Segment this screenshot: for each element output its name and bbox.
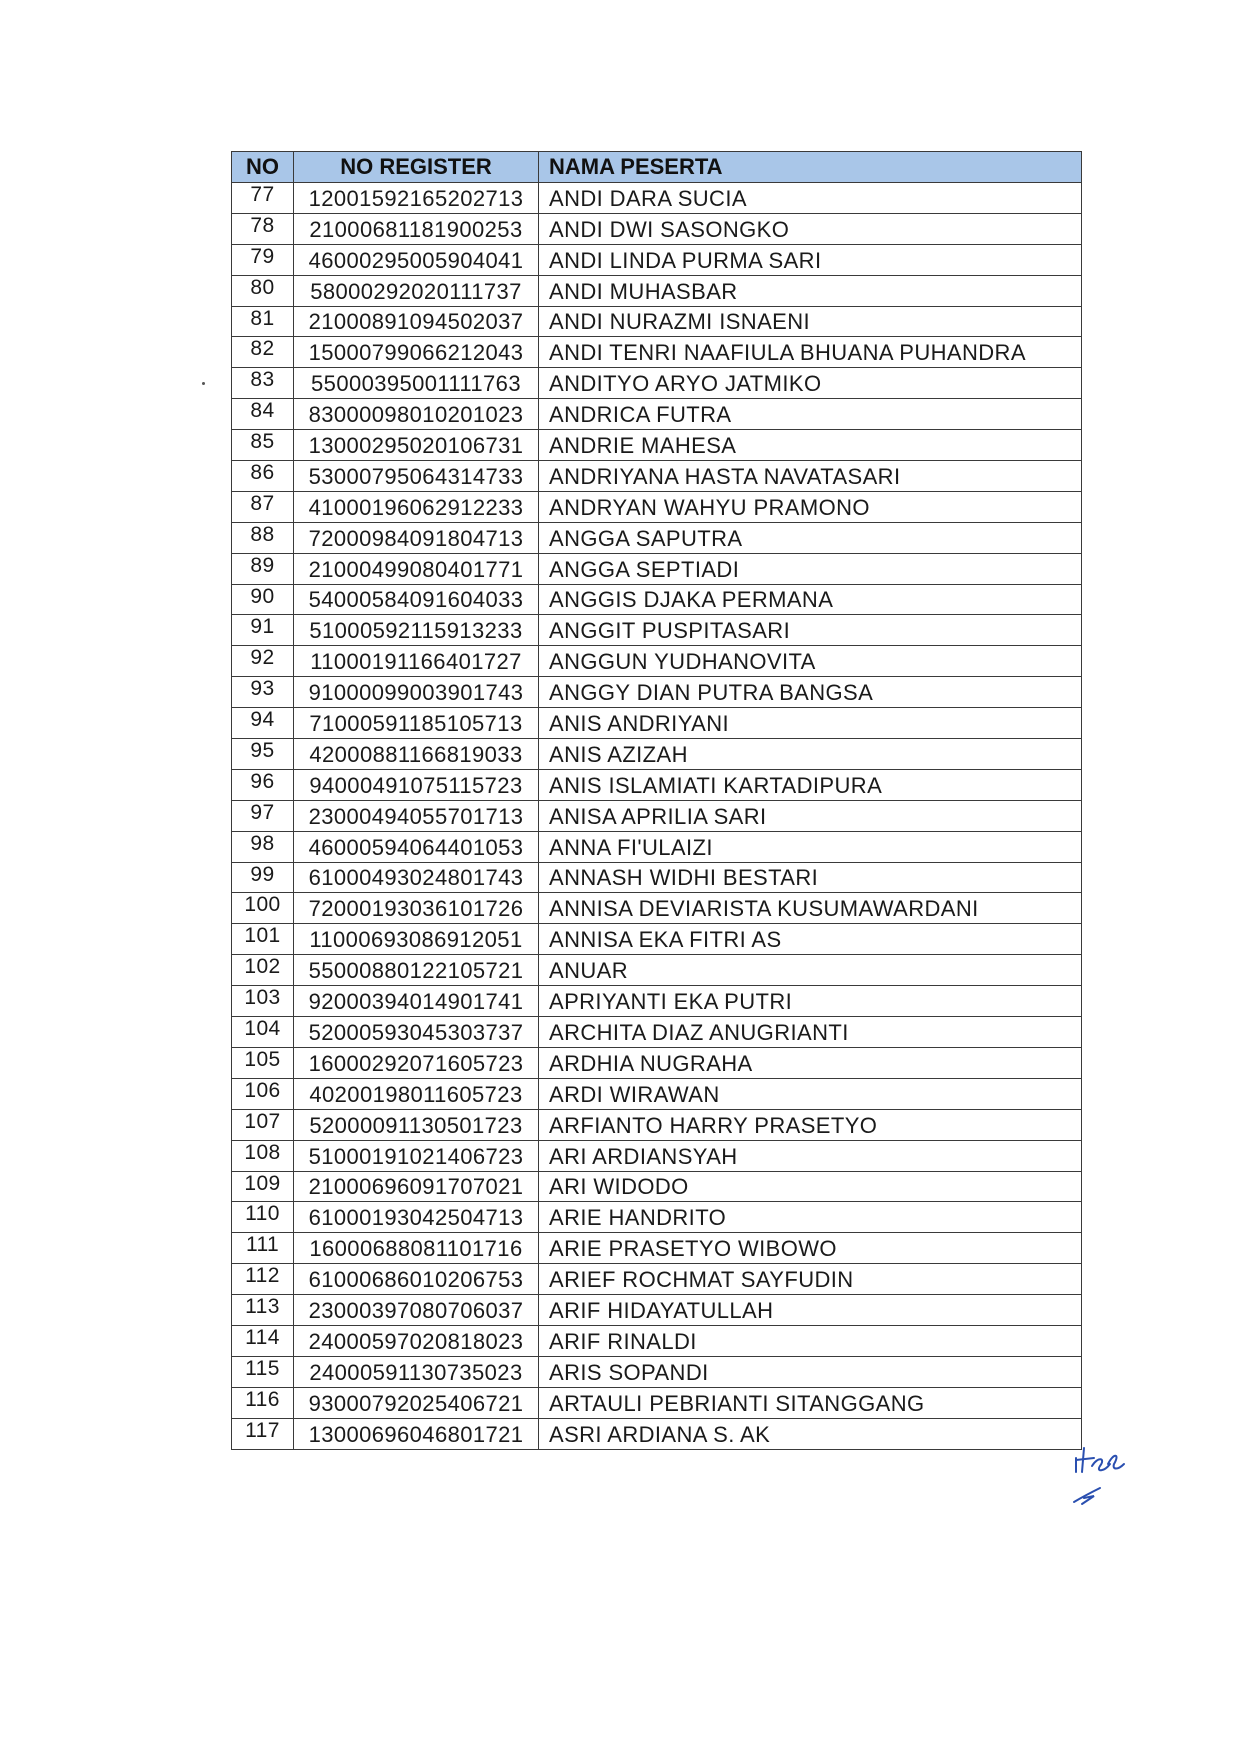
cell-name: ARFIANTO HARRY PRASETYO — [539, 1109, 1082, 1140]
table-row — [232, 1078, 1082, 1109]
cell-name: ANNISA DEVIARISTA KUSUMAWARDANI — [539, 893, 1082, 924]
table-row — [232, 831, 1082, 862]
cell-register: 11000191166401727 — [294, 646, 539, 677]
table-row — [232, 1295, 1082, 1326]
cell-register: 21000891094502037 — [294, 306, 539, 337]
table-row — [232, 553, 1082, 584]
cell-no: 105 — [232, 1047, 294, 1078]
cell-register: 55000880122105721 — [294, 955, 539, 986]
cell-no: 115 — [232, 1356, 294, 1387]
cell-no: 109 — [232, 1171, 294, 1202]
cell-no: 103 — [232, 986, 294, 1017]
cell-no: 90 — [232, 584, 294, 615]
cell-no: 77 — [232, 183, 294, 214]
header-name: NAMA PESERTA — [539, 152, 1082, 183]
cell-name: ANIS ISLAMIATI KARTADIPURA — [539, 769, 1082, 800]
cell-register: 54000584091604033 — [294, 584, 539, 615]
cell-register: 91000099003901743 — [294, 677, 539, 708]
handwritten-initials-icon — [1070, 1438, 1130, 1518]
cell-no: 108 — [232, 1140, 294, 1171]
scan-speck — [202, 382, 205, 385]
table-row — [232, 1017, 1082, 1048]
cell-no: 85 — [232, 430, 294, 461]
cell-name: ARIF RINALDI — [539, 1325, 1082, 1356]
table-row — [232, 986, 1082, 1017]
cell-no: 93 — [232, 677, 294, 708]
cell-register: 23000494055701713 — [294, 800, 539, 831]
cell-no: 104 — [232, 1017, 294, 1048]
cell-name: ARIS SOPANDI — [539, 1356, 1082, 1387]
table-row — [232, 739, 1082, 770]
cell-name: ANDI NURAZMI ISNAENI — [539, 306, 1082, 337]
participant-table — [231, 151, 1082, 1450]
cell-name: ANDRICA FUTRA — [539, 399, 1082, 430]
cell-register: 21000696091707021 — [294, 1171, 539, 1202]
cell-name: ANGGA SAPUTRA — [539, 522, 1082, 553]
cell-no: 111 — [232, 1233, 294, 1264]
cell-register: 71000591185105713 — [294, 708, 539, 739]
cell-register: 93000792025406721 — [294, 1387, 539, 1418]
cell-register: 13000295020106731 — [294, 430, 539, 461]
table-row — [232, 955, 1082, 986]
cell-name: ARTAULI PEBRIANTI SITANGGANG — [539, 1387, 1082, 1418]
cell-name: ANDRYAN WAHYU PRAMONO — [539, 491, 1082, 522]
cell-register: 52000091130501723 — [294, 1109, 539, 1140]
cell-no: 113 — [232, 1295, 294, 1326]
table-row — [232, 461, 1082, 492]
table-row — [232, 275, 1082, 306]
table-row — [232, 399, 1082, 430]
cell-name: ANGGIT PUSPITASARI — [539, 615, 1082, 646]
cell-register: 72000984091804713 — [294, 522, 539, 553]
table-row — [232, 244, 1082, 275]
cell-register: 92000394014901741 — [294, 986, 539, 1017]
table-header — [232, 152, 1082, 183]
cell-name: ANGGY DIAN PUTRA BANGSA — [539, 677, 1082, 708]
table-row — [232, 924, 1082, 955]
cell-register: 51000592115913233 — [294, 615, 539, 646]
cell-register: 11000693086912051 — [294, 924, 539, 955]
table-row — [232, 1109, 1082, 1140]
cell-name: ARDHIA NUGRAHA — [539, 1047, 1082, 1078]
cell-register: 46000295005904041 — [294, 244, 539, 275]
cell-name: ANDI DARA SUCIA — [539, 183, 1082, 214]
cell-register: 52000593045303737 — [294, 1017, 539, 1048]
cell-name: ANDITYO ARYO JATMIKO — [539, 368, 1082, 399]
cell-register: 61000493024801743 — [294, 862, 539, 893]
cell-name: ARDI WIRAWAN — [539, 1078, 1082, 1109]
cell-no: 79 — [232, 244, 294, 275]
table-row — [232, 213, 1082, 244]
table-row — [232, 677, 1082, 708]
cell-no: 92 — [232, 646, 294, 677]
cell-register: 83000098010201023 — [294, 399, 539, 430]
cell-name: ANDI DWI SASONGKO — [539, 213, 1082, 244]
cell-name: ASRI ARDIANA S. AK — [539, 1418, 1082, 1449]
cell-name: ARIE HANDRITO — [539, 1202, 1082, 1233]
cell-no: 116 — [232, 1387, 294, 1418]
cell-no: 91 — [232, 615, 294, 646]
table-row — [232, 491, 1082, 522]
cell-name: ANGGUN YUDHANOVITA — [539, 646, 1082, 677]
cell-register: 40200198011605723 — [294, 1078, 539, 1109]
cell-no: 117 — [232, 1418, 294, 1449]
cell-name: ANUAR — [539, 955, 1082, 986]
table-row — [232, 769, 1082, 800]
cell-register: 61000686010206753 — [294, 1264, 539, 1295]
cell-no: 88 — [232, 522, 294, 553]
cell-name: ANDRIYANA HASTA NAVATASARI — [539, 461, 1082, 492]
cell-no: 101 — [232, 924, 294, 955]
table-row — [232, 522, 1082, 553]
cell-name: ARIE PRASETYO WIBOWO — [539, 1233, 1082, 1264]
cell-register: 53000795064314733 — [294, 461, 539, 492]
table-row — [232, 1387, 1082, 1418]
cell-register: 12001592165202713 — [294, 183, 539, 214]
cell-register: 72000193036101726 — [294, 893, 539, 924]
table-row — [232, 1202, 1082, 1233]
cell-register: 24000591130735023 — [294, 1356, 539, 1387]
cell-no: 100 — [232, 893, 294, 924]
table-row — [232, 584, 1082, 615]
cell-register: 46000594064401053 — [294, 831, 539, 862]
cell-no: 87 — [232, 491, 294, 522]
table-row — [232, 1356, 1082, 1387]
cell-no: 94 — [232, 708, 294, 739]
cell-register: 58000292020111737 — [294, 275, 539, 306]
cell-register: 21000499080401771 — [294, 553, 539, 584]
cell-register: 15000799066212043 — [294, 337, 539, 368]
table-row — [232, 1047, 1082, 1078]
cell-no: 98 — [232, 831, 294, 862]
cell-no: 81 — [232, 306, 294, 337]
table-row — [232, 1325, 1082, 1356]
header-register: NO REGISTER — [294, 152, 539, 183]
cell-register: 21000681181900253 — [294, 213, 539, 244]
cell-no: 89 — [232, 553, 294, 584]
cell-no: 80 — [232, 275, 294, 306]
cell-no: 114 — [232, 1325, 294, 1356]
table-row — [232, 1418, 1082, 1449]
table-row — [232, 306, 1082, 337]
table-row — [232, 708, 1082, 739]
table-row — [232, 615, 1082, 646]
cell-no: 95 — [232, 739, 294, 770]
cell-register: 41000196062912233 — [294, 491, 539, 522]
cell-register: 51000191021406723 — [294, 1140, 539, 1171]
header-row — [232, 152, 1082, 183]
cell-name: ARI WIDODO — [539, 1171, 1082, 1202]
cell-name: ANDI MUHASBAR — [539, 275, 1082, 306]
table-row — [232, 1233, 1082, 1264]
cell-name: ARIEF ROCHMAT SAYFUDIN — [539, 1264, 1082, 1295]
cell-no: 112 — [232, 1264, 294, 1295]
cell-no: 102 — [232, 955, 294, 986]
cell-name: ANIS ANDRIYANI — [539, 708, 1082, 739]
table-row — [232, 430, 1082, 461]
cell-name: ARI ARDIANSYAH — [539, 1140, 1082, 1171]
cell-register: 94000491075115723 — [294, 769, 539, 800]
cell-name: ANNA FI'ULAIZI — [539, 831, 1082, 862]
table-row — [232, 1264, 1082, 1295]
cell-no: 110 — [232, 1202, 294, 1233]
table-row — [232, 646, 1082, 677]
cell-name: ANDRIE MAHESA — [539, 430, 1082, 461]
table-row — [232, 368, 1082, 399]
cell-name: ANDI LINDA PURMA SARI — [539, 244, 1082, 275]
cell-name: ANGGA SEPTIADI — [539, 553, 1082, 584]
table-row — [232, 1171, 1082, 1202]
cell-no: 82 — [232, 337, 294, 368]
cell-register: 16000292071605723 — [294, 1047, 539, 1078]
cell-no: 96 — [232, 769, 294, 800]
cell-name: ARCHITA DIAZ ANUGRIANTI — [539, 1017, 1082, 1048]
cell-name: ANISA APRILIA SARI — [539, 800, 1082, 831]
cell-name: ANGGIS DJAKA PERMANA — [539, 584, 1082, 615]
cell-name: ARIF HIDAYATULLAH — [539, 1295, 1082, 1326]
cell-name: ANIS AZIZAH — [539, 739, 1082, 770]
cell-no: 107 — [232, 1109, 294, 1140]
cell-no: 84 — [232, 399, 294, 430]
cell-name: ANNISA EKA FITRI AS — [539, 924, 1082, 955]
table-row — [232, 1140, 1082, 1171]
table-body — [232, 183, 1082, 1450]
cell-name: APRIYANTI EKA PUTRI — [539, 986, 1082, 1017]
cell-register: 42000881166819033 — [294, 739, 539, 770]
table-row — [232, 862, 1082, 893]
cell-no: 83 — [232, 368, 294, 399]
cell-register: 24000597020818023 — [294, 1325, 539, 1356]
table-row — [232, 183, 1082, 214]
cell-no: 97 — [232, 800, 294, 831]
table-row — [232, 800, 1082, 831]
cell-name: ANDI TENRI NAAFIULA BHUANA PUHANDRA — [539, 337, 1082, 368]
cell-no: 78 — [232, 213, 294, 244]
table-row — [232, 893, 1082, 924]
table-row — [232, 337, 1082, 368]
cell-register: 61000193042504713 — [294, 1202, 539, 1233]
cell-register: 16000688081101716 — [294, 1233, 539, 1264]
header-no: NO — [232, 152, 294, 183]
cell-no: 99 — [232, 862, 294, 893]
cell-register: 23000397080706037 — [294, 1295, 539, 1326]
cell-register: 55000395001111763 — [294, 368, 539, 399]
cell-no: 106 — [232, 1078, 294, 1109]
cell-register: 13000696046801721 — [294, 1418, 539, 1449]
cell-no: 86 — [232, 461, 294, 492]
cell-name: ANNASH WIDHI BESTARI — [539, 862, 1082, 893]
